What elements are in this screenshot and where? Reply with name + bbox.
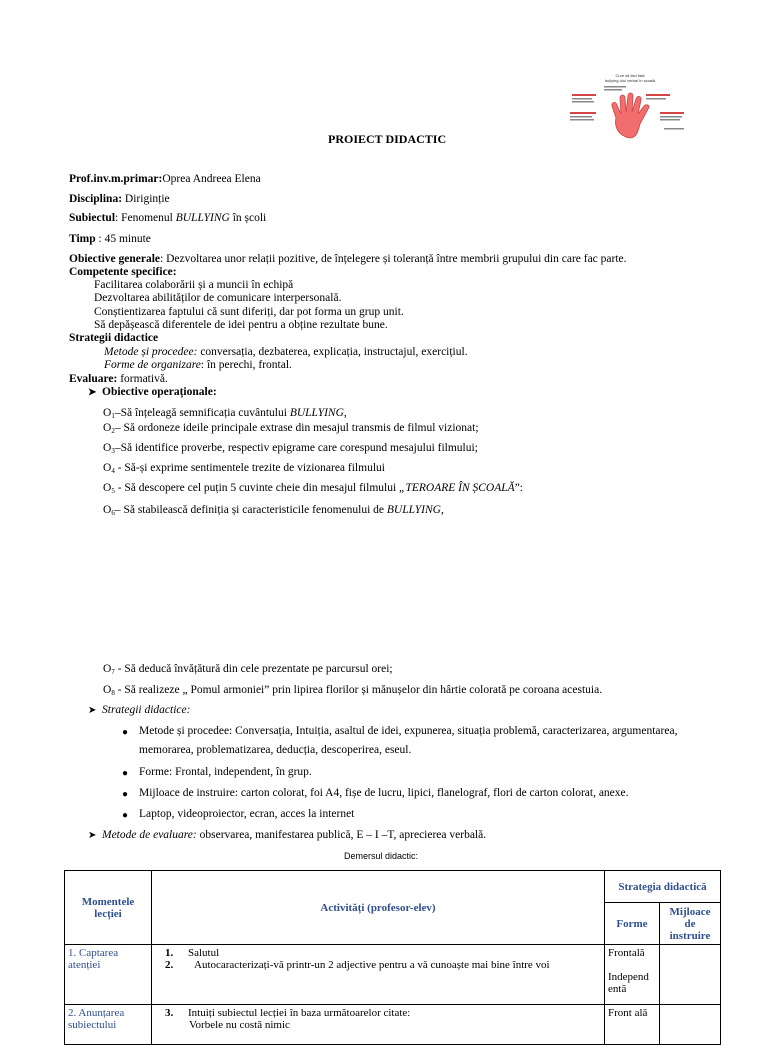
time-line — [69, 233, 151, 245]
competente-item-4: Să depășească diferentele de idei pentru a obține rezultate bune. — [94, 319, 388, 331]
moment-cell: 2. Anunțarea subiectului — [65, 1005, 152, 1045]
objective-o3: $O_3-Să$ identifice proverbe, respectiv epigrame care corespund mesajului filmului; — [103, 442, 478, 455]
table-row — [65, 945, 721, 1005]
competente-item-1: Facilitarea colaborării și a muncii în echipă — [94, 279, 294, 291]
forme-line — [104, 359, 292, 371]
strategii2-bullet-3: Mijloace de instruire: carton colorat, foi A4, fișe de lucru, lipici, flanelograf, flori de carton colorat, anexe. — [139, 787, 629, 799]
subject-value-pre: : Fenomenul — [115, 212, 176, 224]
mijloace-cell — [660, 1005, 721, 1045]
subject-value-italic: BULLYING — [175, 212, 230, 224]
header-mijloace: Mijloace de instruire — [660, 903, 721, 945]
mijloace-cell — [660, 945, 721, 1005]
image-title-line1: Cum să faci față — [615, 73, 645, 78]
arrow-bullet-icon: ➤ — [88, 705, 97, 716]
general-objectives-value: : Dezvoltarea unor relații pozitive, de înțelegere și toleranță între membrii grupului din care fac parte. — [160, 253, 627, 265]
time-value: : 45 minute — [95, 233, 151, 245]
bullet-icon: ● — [122, 768, 129, 779]
strategii2-bullet-1: Metode și procedee: Conversația, Intuiția, asaltul de idei, expunerea, situația problemă, caracterizarea, argumentarea, — [139, 725, 678, 737]
competente-item-3: Conștientizarea faptului că sunt diferiți, dar pot forma un grup unit. — [94, 306, 404, 318]
metode-evaluare-line — [88, 829, 486, 841]
discipline-label: Disciplina: — [69, 193, 123, 205]
time-label: Timp — [69, 233, 96, 245]
strategii2-bullet-4: Laptop, videoproiector, ecran, acces la internet — [139, 808, 355, 820]
strategii2-bullet-1-cont: memorarea, problematizarea, deducția, descoperirea, eseul. — [139, 744, 412, 756]
metode-line — [104, 346, 468, 358]
objective-o7: $O_7$ - Să deducă învățătură din cele prezentate pe parcursul orei; — [103, 663, 393, 676]
moment-cell: 1. Captarea atenției — [65, 945, 152, 1005]
metode-evaluare-label: Metode de evaluare: — [102, 829, 197, 841]
evaluare-label: Evaluare: — [69, 373, 118, 385]
demersul-title: Demersul didactic: — [344, 851, 419, 861]
lesson-table — [64, 870, 721, 1045]
image-title-line2: bullying-ului verbal în școală — [604, 78, 656, 83]
prof-label: Prof.inv.m.primar: — [69, 173, 163, 185]
table-row — [65, 1005, 721, 1045]
header-activitati: Activități (profesor-elev) — [152, 871, 605, 945]
evaluare-value: formativă. — [117, 373, 168, 385]
discipline-line — [69, 193, 170, 205]
bullying-infographic-image — [568, 68, 688, 142]
header-forme: Forme — [605, 903, 660, 945]
competente-label: Competente specifice: — [69, 266, 177, 278]
forme-label: Forme de organizare — [104, 359, 201, 371]
evaluare-line — [69, 373, 168, 385]
subject-label: Subiectul — [69, 212, 116, 224]
arrow-bullet-icon: ➤ — [88, 387, 97, 398]
objective-o8: $O_8$ - Să realizeze „ Pomul armoniei” prin lipirea florilor și mănușelor din hârtie colorată pe coroana acestuia. — [103, 684, 603, 697]
obiective-op-label: Obiective operaționale: — [102, 386, 217, 398]
metode-evaluare-value: observarea, manifestarea publică, E – I –T, aprecierea verbală. — [196, 829, 487, 841]
prof-value: Oprea Andreea Elena — [162, 173, 261, 185]
metode-value: conversația, dezbaterea, explicația, instructajul, exercițiul. — [197, 346, 468, 358]
header-strategia: Strategia didactică — [605, 871, 721, 903]
arrow-bullet-icon: ➤ — [88, 830, 97, 841]
objective-o1: $O_1-Să$ înțeleagă semnificația cuvântului BULLYING, — [103, 407, 347, 420]
general-objectives-label: Obiective generale — [69, 253, 161, 265]
forme-cell: Front ală — [605, 1005, 660, 1045]
bullet-icon: ● — [122, 810, 129, 821]
objective-o6: $O_6-$ Să stabilească definiția și caracteristicile fenomenului de BULLYING, — [103, 504, 444, 517]
page-title: PROIECT DIDACTIC — [328, 132, 447, 146]
general-objectives-line — [69, 253, 627, 265]
objective-o4: $O_4$ - Să-și exprime sentimentele trezite de vizionarea filmului — [103, 462, 385, 475]
activities-cell: 3. Intuiți subiectul lecției în baza următoarelor citate: Vorbele nu costă nimic — [152, 1005, 605, 1045]
competente-item-2: Dezvoltarea abilităților de comunicare interpersonală. — [94, 292, 342, 304]
subject-line — [69, 212, 266, 224]
subject-value-post: în școli — [229, 212, 267, 224]
header-moment: Momentele lecției — [65, 871, 152, 945]
prof-line — [69, 173, 261, 185]
strategii-label: Strategii didactice — [69, 332, 159, 344]
forme-value: : în perechi, frontal. — [200, 359, 292, 371]
forme-cell: Frontală Independ entă — [605, 945, 660, 1005]
activities-cell: 1. Salutul 2. Autocaracterizați-vă printr-un 2 adjective pentru a vă cunoaște mai bine între voi — [152, 945, 605, 1005]
strategii2-label: Strategii didactice: — [102, 704, 191, 716]
strategii2-bullet-2: Forme: Frontal, independent, în grup. — [139, 766, 312, 778]
strategii2-heading — [88, 704, 190, 716]
discipline-value: Diriginție — [122, 193, 170, 205]
objective-o5: $O_5$ - Să descopere cel puțin 5 cuvinte cheie din mesajul filmului „TEROARE ÎN ȘCOALĂ”: — [103, 482, 523, 495]
bullet-icon: ● — [122, 789, 129, 800]
objective-o2: $O_2-$ Să ordoneze ideile principale extrase din mesajul transmis de filmul vizionat; — [103, 422, 479, 435]
obiective-op-heading — [88, 386, 217, 398]
metode-label: Metode și procedee: — [104, 346, 198, 358]
bullet-icon: ● — [122, 727, 129, 738]
